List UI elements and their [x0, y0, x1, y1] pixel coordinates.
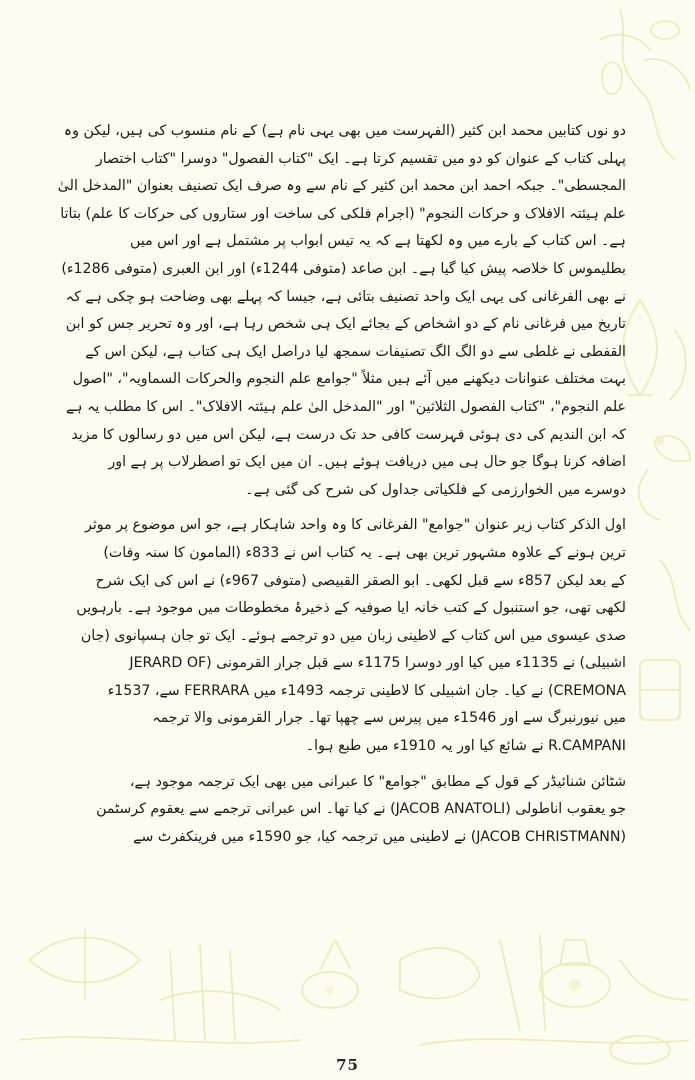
text-line: کے بعد لیکن 857ء سے قبل لکھی۔ ابو الصقر القبیصی (متوفی 967ء) نے اس کی ایک شرح — [95, 572, 626, 589]
text-line: تاریخ میں فرغانی نام کے دو اشخاص کے بجائے ایک ہی شخص رہا ہے، اور وہ تحریر جس کو ابن — [65, 316, 626, 333]
text-line: ہے۔ اس کتاب کے بارے میں وہ لکھتا ہے کہ یہ تیس ابواب پر مشتمل ہے اور اس میں — [129, 233, 626, 250]
paragraph — [57, 118, 626, 504]
text-line: لکھی تھی، جو استنبول کے کتب خانہ ایا صوفیہ کے ذخیرۂ مخطوطات میں موجود ہے۔ بارہویں — [76, 600, 626, 617]
text-line: بطلیموس کا خلاصہ پیش کیا گیا ہے۔ ابن صاعد (متوفی 1244ء) اور ابن العبری (متوفی 1286ء) — [61, 260, 626, 277]
text-line: شٹائن شنائیڈر کے قول کے مطابق "جوامع" کا عبرانی میں بھی ایک ترجمہ موجود ہے، — [129, 773, 626, 790]
paragraph — [78, 769, 626, 852]
paragraph — [78, 512, 626, 760]
text-line: نے بھی الفرغانی کی یہی ایک واحد تصنیف بتائی ہے، جیسا کہ پہلے بھی وضاحت ہو چکی ہے کہ — [65, 288, 626, 305]
text-line: صدی عیسوی میں اس کتاب کے لاطینی زبان میں دو ترجمے ہوئے۔ ایک تو جان ہسپانوی (جان — [80, 627, 626, 644]
text-line: اضافہ کرنا ہوگا جو حال ہی میں دریافت ہوئے ہیں۔ ان میں ایک تو اصطرلاب پر ہے اور — [108, 454, 626, 471]
text-line: علم النجوم"، "کتاب الفصول الثلاثین" اور "المدخل الیٰ علم ہیئتہ الافلاک"۔ اس کا مطلب یہ ہے — [65, 398, 626, 415]
text-line: CREMONA) نے کیا۔ جان اشبیلی کا لاطینی ترجمہ 1493ء میں FERRARA سے، 1537ء — [107, 682, 626, 699]
text-line: اشبیلی) نے 1135ء میں کیا اور دوسرا 1175ء سے قبل جرار القرمونی (JERARD OF — [129, 655, 626, 672]
text-line: القفطی نے غلطی سے دو الگ الگ تصنیفات سمجھ لیا دراصل ایک ہی کتاب ہے، لیکن اس کے — [85, 343, 626, 360]
text-line: اول الذکر کتاب زیر عنوان "جوامع" الفرغانی کا وہ واحد شاہکار ہے، جو اس موضوع پر موثر — [85, 517, 626, 534]
page-number: 75 — [336, 1056, 359, 1074]
text-line: پہلی کتاب کے عنوان کو دو میں تقسیم کرتا ہے۔ ایک "کتاب الفصول" دوسرا "کتاب اختصار — [95, 150, 626, 167]
text-line: دوسرے میں الخوارزمی کے فلکیاتی جداول کی شرح کی گئی ہے۔ — [245, 481, 626, 498]
text-line: بہت مختلف عنوانات دیکھنے میں آئے ہیں مثلاً "جوامع علم النجوم والحرکات السماویہ"، "اصول — [72, 371, 626, 388]
main-text — [57, 118, 626, 851]
text-line: R.CAMPANI نے شائع کیا اور یہ 1910ء میں طبع ہوا۔ — [305, 738, 626, 755]
text-line: جو یعقوب اناطولی (JACOB ANATOLI) نے کیا تھا۔ اس عبرانی ترجمے سے یعقوم کرسٹمن — [96, 801, 626, 818]
text-line: (JACOB CHRISTMANN) نے لاطینی میں ترجمہ کیا، جو 1590ء میں فرینکفرٹ سے — [133, 828, 626, 845]
text-line: المجسطی"۔ جبکہ احمد ابن محمد ابن کثیر کے نام سے وہ صرف ایک تصنیف بعنوان "المدخل الیٰ — [57, 178, 626, 195]
text-line: کہ ابن الندیم کی دی ہوئی فہرست کافی حد تک درست ہے، لیکن اس میں دو رسالوں کا مزید — [71, 426, 626, 443]
text-line: ترین ہونے کے علاوہ مشہور ترین بھی ہے۔ یہ کتاب اس نے 833ء (المامون کا سنہ وفات) — [103, 544, 626, 561]
text-line: میں نیورنبرگ سے اور 1546ء میں پیرس سے چھپا تھا۔ جرار القرمونی والا ترجمہ — [152, 710, 626, 727]
text-line: دو نوں کتابیں محمد ابن کثیر (الفہرست میں بھی یہی نام ہے) کے نام منسوب کی ہیں، لیکن وہ — [63, 123, 626, 139]
text-line: علم ہیئتہ الافلاک و حرکات النجوم" (اجرام فلکی کی ساخت اور ستاروں کی حرکات کا علم) بتاتا — [60, 205, 626, 222]
